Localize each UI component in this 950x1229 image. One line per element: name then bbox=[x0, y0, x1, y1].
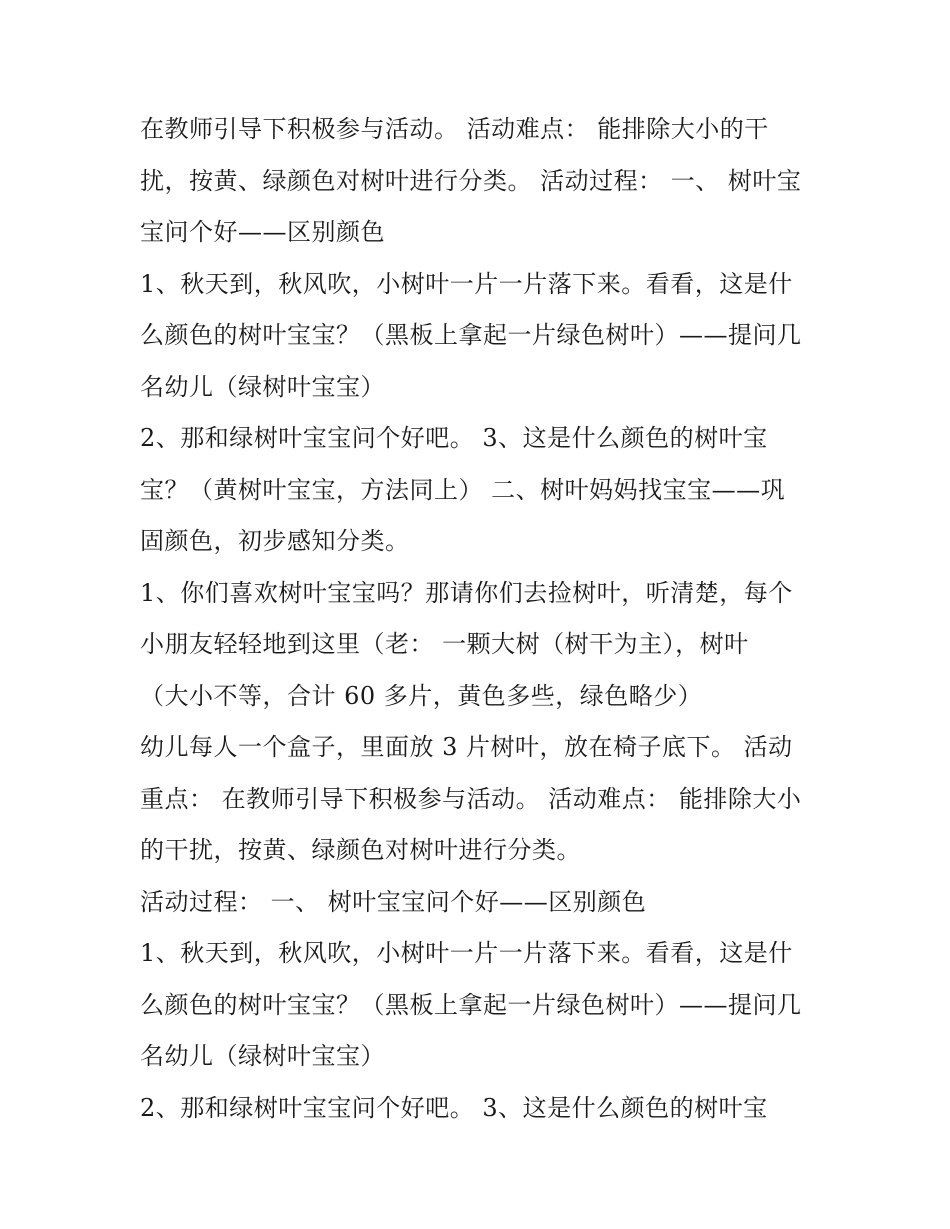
text-line-2: 扰，按黄、绿颜色对树叶进行分类。 活动过程： 一、 树叶宝 bbox=[140, 166, 802, 195]
text-line-11: 小朋友轻轻地到这里（老： 一颗大树（树干为主），树叶 bbox=[140, 630, 749, 658]
text-line-13: 幼儿每人一个盒子，里面放 3 片树叶，放在椅子底下。 活动 bbox=[140, 733, 793, 761]
text-line-10: 1、你们喜欢树叶宝宝吗？那请你们去捡树叶，听清楚，每个 bbox=[140, 578, 793, 607]
text-line-8: 宝？（黄树叶宝宝，方法同上） 二、树叶妈妈找宝宝——巩 bbox=[140, 475, 786, 504]
body-text bbox=[140, 104, 820, 1134]
text-line-9: 固颜色，初步感知分类。 bbox=[140, 527, 410, 555]
text-line-5: 么颜色的树叶宝宝？（黑板上拿起一片绿色树叶）——提问几 bbox=[140, 321, 802, 349]
text-line-4: 1、秋天到，秋风吹，小树叶一片一片落下来。看看，这是什 bbox=[140, 269, 793, 298]
text-line-15: 的干扰，按黄、绿颜色对树叶进行分类。 bbox=[140, 836, 581, 864]
text-line-19: 名幼儿（绿树叶宝宝） bbox=[140, 1042, 385, 1070]
text-line-16: 活动过程： 一、 树叶宝宝问个好——区别颜色 bbox=[140, 887, 647, 916]
text-line-1: 在教师引导下积极参与活动。 活动难点： 能排除大小的干 bbox=[140, 115, 769, 143]
text-line-6: 名幼儿（绿树叶宝宝） bbox=[140, 372, 385, 401]
text-line-18: 么颜色的树叶宝宝？（黑板上拿起一片绿色树叶）——提问几 bbox=[140, 990, 802, 1019]
text-line-7: 2、那和绿树叶宝宝问个好吧。 3、这是什么颜色的树叶宝 bbox=[140, 424, 768, 452]
text-line-14: 重点： 在教师引导下积极参与活动。 活动难点： 能排除大小 bbox=[140, 784, 802, 813]
text-line-12: （大小不等，合计 60 多片，黄色多些，绿色略少） bbox=[140, 681, 703, 710]
text-line-17: 1、秋天到，秋风吹，小树叶一片一片落下来。看看，这是什 bbox=[140, 939, 793, 967]
text-line-3: 宝问个好——区别颜色 bbox=[140, 218, 385, 246]
text-line-20: 2、那和绿树叶宝宝问个好吧。 3、这是什么颜色的树叶宝 bbox=[140, 1093, 768, 1122]
